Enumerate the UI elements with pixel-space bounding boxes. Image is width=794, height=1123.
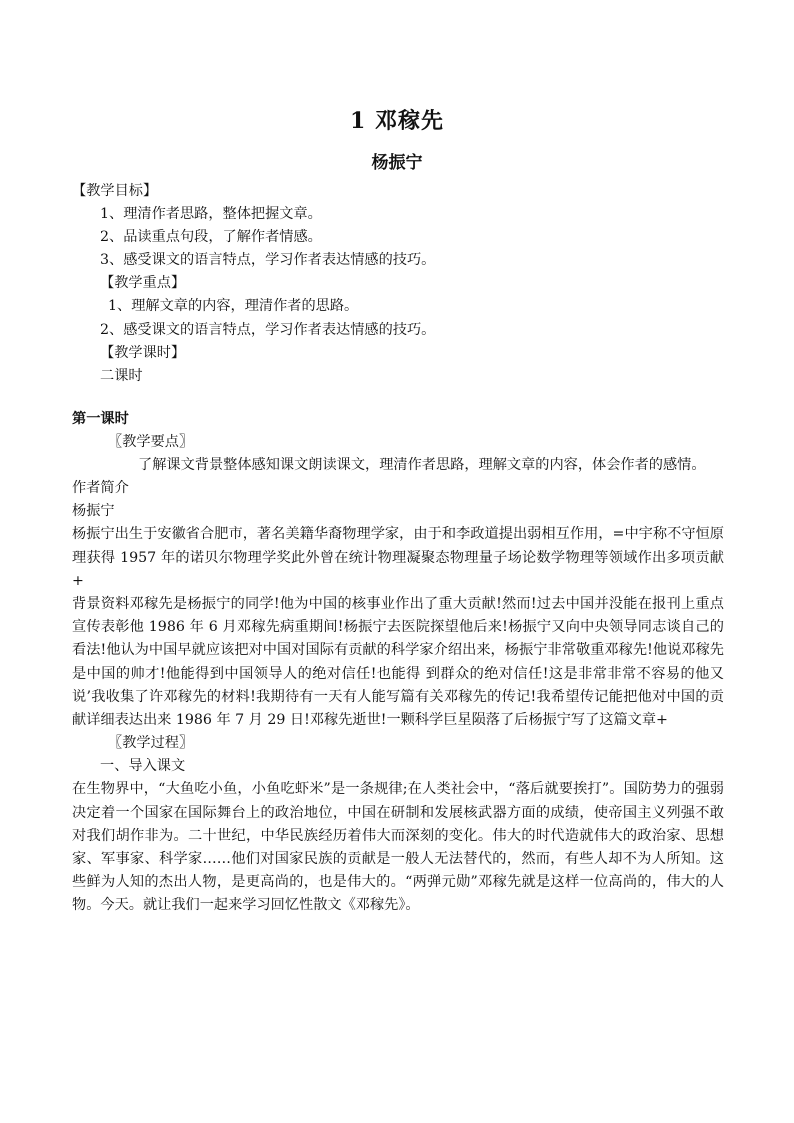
document-author: 杨振宁 bbox=[371, 153, 423, 173]
author-name: 杨振宁 bbox=[72, 503, 115, 520]
background-text: 背景资料邓稼先是杨振宁的同学!他为中国的核事业作出了重大贡献!然而!过去中国并没能在报刊上重点宣传表彰他 1986 年 6 月邓稼先病重期间!杨振宁去医院探望他后来!杨振宁又向中央领导同志谈自己的看法!他认为中国早就应该把对中国对国际有贡献的科学家介绍出来，杨振宁非常敬重邓稼先!他说邓稼先是中国的帅才!他能得到中国领导人的绝对信任!也能得 到群众的绝对信任!这是非常非常不容易的他又说’我收集了许邓稼先的材料!我期待有一天有人能写篇有关邓稼先的传记!我希望传记能把他对中国的贡献详细表达出来 1986 年 7 月 29 日!邓稼先逝世!一颗科学巨星陨落了后杨振宁写了这篇文章+ bbox=[72, 596, 724, 729]
spacer bbox=[72, 388, 724, 408]
objective-item-3: 3、感受课文的语言特点，学习作者表达情感的技巧。 bbox=[100, 252, 436, 269]
focus-heading: 【教学重点】 bbox=[100, 275, 186, 292]
lesson-one-heading: 第一课时 bbox=[72, 410, 129, 427]
teaching-points-text: 了解课文背景整体感知课文朗读课文，理清作者思路，理解文章的内容，体会作者的感情。 bbox=[138, 457, 706, 474]
focus-item-1: 1、理解文章的内容，理清作者的思路。 bbox=[108, 298, 359, 315]
focus-item-2: 2、感受课文的语言特点，学习作者表达情感的技巧。 bbox=[100, 321, 436, 338]
section-one-text: 在生物界中，“大鱼吃小鱼，小鱼吃虾米”是一条规律;在人类社会中，“落后就要挨打”。国防势力的强弱决定着一个国家在国际舞台上的政治地位，中国在研制和发展核武器方面的成绩，使帝国主义列强不敢对我们胡作非为。二十世纪，中华民族经历着伟大而深刻的变化。伟大的时代造就伟大的政治家、思想家、军事家、科学家……他们对国家民族的贡献是一般人无法替代的，然而，有些人却不为人所知。这些鲜为人知的杰出人物，是更高尚的，也是伟大的。“两弹元勋”邓稼先就是这样一位高尚的，伟大的人物。今天。就让我们一起来学习回忆性散文《邓稼先》。 bbox=[72, 781, 724, 914]
periods-heading: 【教学课时】 bbox=[100, 344, 186, 361]
periods-value: 二课时 bbox=[100, 367, 143, 384]
document-title: 1 邓稼先 bbox=[350, 108, 444, 134]
document-body bbox=[72, 180, 724, 918]
teaching-points-heading: 〖教学要点〗 bbox=[108, 433, 194, 450]
objective-item-1: 1、理清作者思路，整体把握文章。 bbox=[100, 206, 322, 223]
objective-item-2: 2、品读重点句段，了解作者情感。 bbox=[100, 229, 322, 246]
author-intro-text: 杨振宁出生于安徽省合肥市，著名美籍华裔物理学家，由于和李政道提出弱相互作用，=中宇称不守恒原理获得 1957 年的诺贝尔物理学奖此外曾在统计物理凝聚态物理量子场论数学物理等领域作出多项贡献+ bbox=[72, 526, 724, 589]
objectives-heading: 【教学目标】 bbox=[72, 183, 158, 199]
author-intro-heading: 作者简介 bbox=[72, 480, 129, 497]
teaching-process-heading: 〖教学过程〗 bbox=[108, 735, 194, 752]
section-one-heading: 一、导入课文 bbox=[100, 758, 186, 775]
